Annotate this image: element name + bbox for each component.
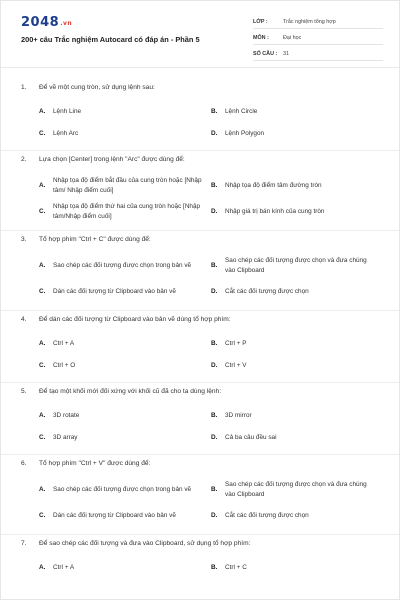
- answer-option-d[interactable]: [211, 355, 383, 377]
- answer-option-c[interactable]: [39, 503, 211, 529]
- answer-option-c[interactable]: [39, 355, 211, 377]
- answer-option-d[interactable]: [211, 123, 383, 145]
- option-letter: A.: [39, 486, 46, 493]
- meta-info: [253, 13, 383, 61]
- question-text: Tổ hợp phím "Ctrl + V" được dùng để:: [39, 460, 151, 467]
- question-list: [1, 79, 400, 579]
- answer-option-d[interactable]: [211, 279, 383, 305]
- option-text: Lệnh Circle: [225, 108, 258, 115]
- question-stem: [21, 151, 383, 173]
- answer-option-b[interactable]: [211, 557, 383, 579]
- option-text: Lệnh Arc: [53, 130, 79, 137]
- option-letter: D.: [211, 512, 218, 519]
- question-number: 4.: [21, 316, 27, 323]
- answer-options: [21, 253, 383, 305]
- option-letter: D.: [211, 288, 218, 295]
- option-letter: B.: [211, 108, 218, 115]
- meta-label: SỐ CÂU :: [253, 51, 278, 57]
- option-letter: C.: [39, 288, 46, 295]
- answer-option-c[interactable]: [39, 123, 211, 145]
- option-letter: C.: [39, 208, 46, 215]
- option-text: Cắt các đối tượng được chọn: [225, 512, 309, 519]
- meta-value: Đại học: [283, 35, 302, 41]
- question-stem: [21, 311, 383, 333]
- answer-option-d[interactable]: [211, 503, 383, 529]
- question-7: [1, 535, 400, 579]
- header-divider: [1, 67, 400, 68]
- question-text: Để dán các đối tượng từ Clipboard vào bản vẽ dùng tổ hợp phím:: [39, 316, 231, 323]
- option-letter: A.: [39, 564, 46, 571]
- site-logo[interactable]: [21, 15, 72, 30]
- question-number: 6.: [21, 460, 27, 467]
- answer-option-c[interactable]: [39, 427, 211, 449]
- answer-option-b[interactable]: [211, 173, 383, 199]
- question-5: [1, 383, 400, 455]
- option-letter: D.: [211, 434, 218, 441]
- answer-option-b[interactable]: [211, 101, 383, 123]
- question-number: 7.: [21, 540, 27, 547]
- option-text: Nhập tọa độ điểm bắt đầu của cung tròn hoặc [Nhập tâm/ Nhập điểm cuối]: [53, 177, 202, 194]
- option-text: Ctrl + P: [225, 340, 247, 347]
- option-letter: D.: [211, 362, 218, 369]
- answer-option-a[interactable]: [39, 557, 211, 579]
- answer-option-a[interactable]: [39, 173, 211, 199]
- option-letter: A.: [39, 340, 46, 347]
- answer-option-c[interactable]: [39, 279, 211, 305]
- option-letter: C.: [39, 434, 46, 441]
- option-text: Nhập tọa độ điểm tâm đường tròn: [225, 182, 322, 189]
- option-text: 3D rotate: [53, 412, 80, 419]
- option-text: Nhập giá trị bán kính của cung tròn: [225, 208, 325, 215]
- question-6: [1, 455, 400, 535]
- option-text: Dán các đối tượng từ Clipboard vào bản vẽ: [53, 512, 176, 519]
- option-text: Ctrl + A: [53, 564, 75, 571]
- option-letter: D.: [211, 130, 218, 137]
- option-text: Sao chép các đối tượng được chọn và đưa chúng vào Clipboard: [225, 481, 367, 498]
- option-letter: A.: [39, 182, 46, 189]
- question-3: [1, 231, 400, 311]
- meta-value: Trắc nghiệm tổng hợp: [283, 19, 336, 25]
- option-letter: B.: [211, 486, 218, 493]
- option-text: 3D mirror: [225, 412, 252, 419]
- answer-option-d[interactable]: [211, 199, 383, 225]
- option-letter: D.: [211, 208, 218, 215]
- question-stem: [21, 535, 383, 557]
- option-text: Sao chép các đối tượng được chọn trong bản vẽ: [53, 262, 192, 269]
- answer-options: [21, 173, 383, 225]
- question-text: Lựa chọn [Center] trong lệnh "Arc" được dùng để:: [39, 156, 185, 163]
- answer-options: [21, 101, 383, 145]
- answer-option-b[interactable]: [211, 405, 383, 427]
- question-1: [1, 79, 400, 151]
- worksheet-header: [1, 1, 400, 65]
- option-text: Ctrl + C: [225, 564, 247, 571]
- option-letter: A.: [39, 412, 46, 419]
- question-text: Để vẽ một cung tròn, sử dụng lệnh sau:: [39, 84, 155, 91]
- logo-tld: .vn: [60, 20, 73, 27]
- option-letter: A.: [39, 262, 46, 269]
- question-number: 3.: [21, 236, 27, 243]
- question-stem: [21, 383, 383, 405]
- option-letter: C.: [39, 130, 46, 137]
- answer-option-d[interactable]: [211, 427, 383, 449]
- option-text: Ctrl + V: [225, 362, 247, 369]
- question-number: 5.: [21, 388, 27, 395]
- answer-options: [21, 405, 383, 449]
- answer-option-b[interactable]: [211, 253, 383, 279]
- answer-options: [21, 477, 383, 529]
- question-text: Tổ hợp phím "Ctrl + C" được dùng để:: [39, 236, 151, 243]
- meta-label: MÔN :: [253, 35, 269, 41]
- question-stem: [21, 79, 383, 101]
- option-text: Dán các đối tượng từ Clipboard vào bản vẽ: [53, 288, 176, 295]
- answer-option-a[interactable]: [39, 477, 211, 503]
- answer-option-a[interactable]: [39, 253, 211, 279]
- option-text: Cả ba câu đều sai: [225, 434, 277, 441]
- answer-option-b[interactable]: [211, 477, 383, 503]
- answer-options: [21, 333, 383, 377]
- question-text: Để tạo một khối mới đối xứng với khối cũ đã cho ta dùng lệnh:: [39, 388, 222, 395]
- option-letter: B.: [211, 340, 218, 347]
- meta-label: LỚP :: [253, 19, 268, 25]
- meta-row-class: [253, 13, 383, 29]
- option-letter: B.: [211, 182, 218, 189]
- meta-value: 31: [283, 51, 289, 57]
- option-letter: B.: [211, 412, 218, 419]
- question-4: [1, 311, 400, 383]
- option-letter: C.: [39, 362, 46, 369]
- question-number: 2.: [21, 156, 27, 163]
- option-letter: A.: [39, 108, 46, 115]
- option-text: Ctrl + O: [53, 362, 76, 369]
- meta-row-count: [253, 45, 383, 61]
- answer-option-a[interactable]: [39, 333, 211, 355]
- answer-options: [21, 557, 383, 579]
- answer-option-c[interactable]: [39, 199, 211, 225]
- document-title: 200+ câu Trắc nghiệm Autocard có đáp án - Phần 5: [21, 35, 200, 44]
- option-letter: C.: [39, 512, 46, 519]
- question-2: [1, 151, 400, 231]
- answer-option-a[interactable]: [39, 101, 211, 123]
- question-stem: [21, 455, 383, 477]
- option-text: Lệnh Line: [53, 108, 82, 115]
- question-stem: [21, 231, 383, 253]
- logo-text: 2048: [21, 15, 60, 30]
- option-text: Sao chép các đối tượng được chọn và đưa chúng vào Clipboard: [225, 257, 367, 274]
- option-letter: B.: [211, 564, 218, 571]
- option-text: Nhập tọa độ điểm thứ hai của cung tròn hoặc [Nhập tâm/Nhập điểm cuối]: [53, 203, 201, 220]
- question-text: Để sao chép các đối tượng và đưa vào Clipboard, sử dụng tổ hợp phím:: [39, 540, 251, 547]
- option-text: Lệnh Polygon: [225, 130, 265, 137]
- answer-option-a[interactable]: [39, 405, 211, 427]
- question-number: 1.: [21, 84, 27, 91]
- option-text: Ctrl + A: [53, 340, 75, 347]
- meta-row-subject: [253, 29, 383, 45]
- option-text: 3D array: [53, 434, 78, 441]
- option-text: Cắt các đối tượng được chọn: [225, 288, 309, 295]
- answer-option-b[interactable]: [211, 333, 383, 355]
- option-text: Sao chép các đối tượng được chọn trong bản vẽ: [53, 486, 192, 493]
- option-letter: B.: [211, 262, 218, 269]
